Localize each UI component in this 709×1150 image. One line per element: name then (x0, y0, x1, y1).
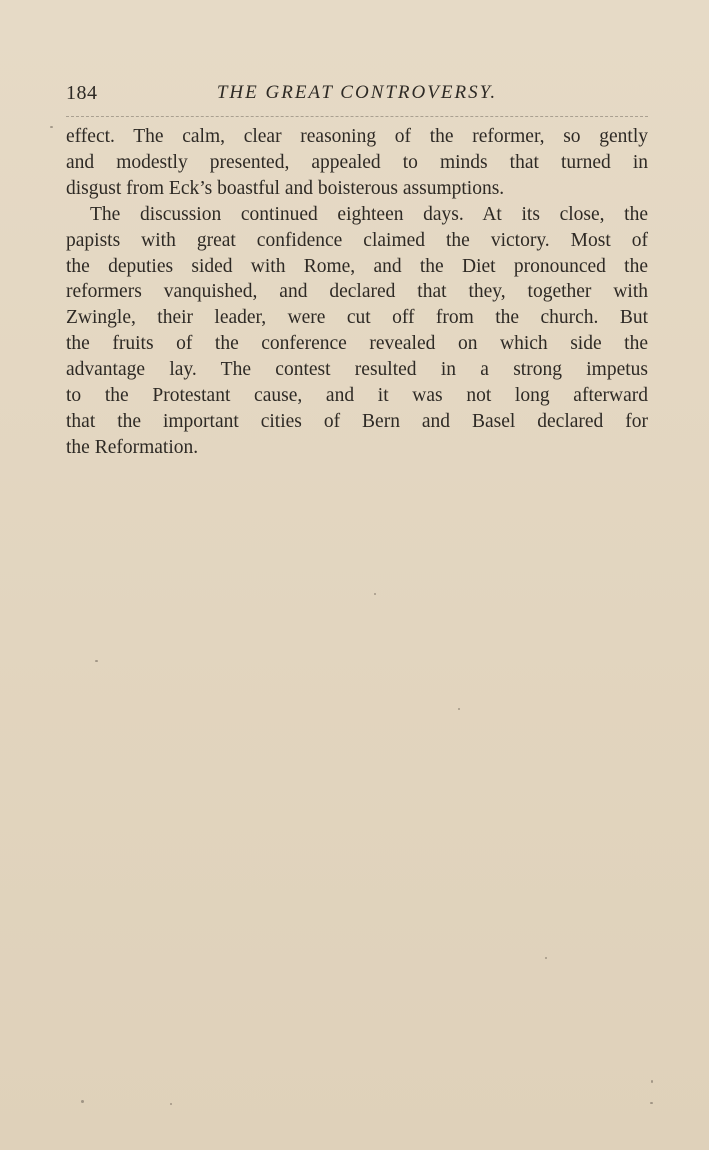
scan-speck (170, 1103, 172, 1105)
text-line: advantage lay. The contest resulted in a strong impetus (66, 359, 648, 381)
text-line: reformers vanquished, and declared that they, together with (66, 281, 648, 303)
text-line: the deputies sided with Rome, and the Diet pronounced the (66, 255, 648, 277)
text-line: effect. The calm, clear reasoning of the reformer, so gently (66, 126, 648, 147)
text-line: the fruits of the conference revealed on which side the (66, 333, 648, 355)
text-line: disgust from Eck’s boastful and boisterous assumptions. (66, 177, 505, 199)
text-line: papists with great confidence claimed the victory. Most of (66, 229, 648, 251)
text-line: the Reformation. (66, 436, 199, 458)
paragraph-2 (66, 202, 648, 461)
page-header (66, 82, 648, 108)
running-title: THE GREAT CONTROVERSY. (216, 82, 498, 103)
page-number: 184 (66, 82, 98, 104)
body-text (66, 124, 648, 461)
text-line: that the important cities of Bern and Basel declared for (66, 410, 648, 432)
scan-speck (81, 1100, 84, 1103)
text-line: The discussion continued eighteen days. At its close, the (90, 203, 648, 225)
scan-speck (50, 126, 53, 128)
scan-speck (651, 1080, 653, 1083)
text-line: and modestly presented, appealed to minds that turned in (66, 151, 648, 173)
paragraph-1 (66, 124, 648, 202)
text-line: Zwingle, their leader, were cut off from the church. But (66, 307, 648, 329)
scan-speck (458, 708, 460, 710)
scan-speck (650, 1102, 653, 1104)
scan-speck (374, 593, 376, 595)
text-line: to the Protestant cause, and it was not long afterward (66, 385, 648, 407)
scan-speck (95, 660, 98, 662)
scan-speck (545, 957, 547, 959)
header-rule (66, 116, 648, 117)
